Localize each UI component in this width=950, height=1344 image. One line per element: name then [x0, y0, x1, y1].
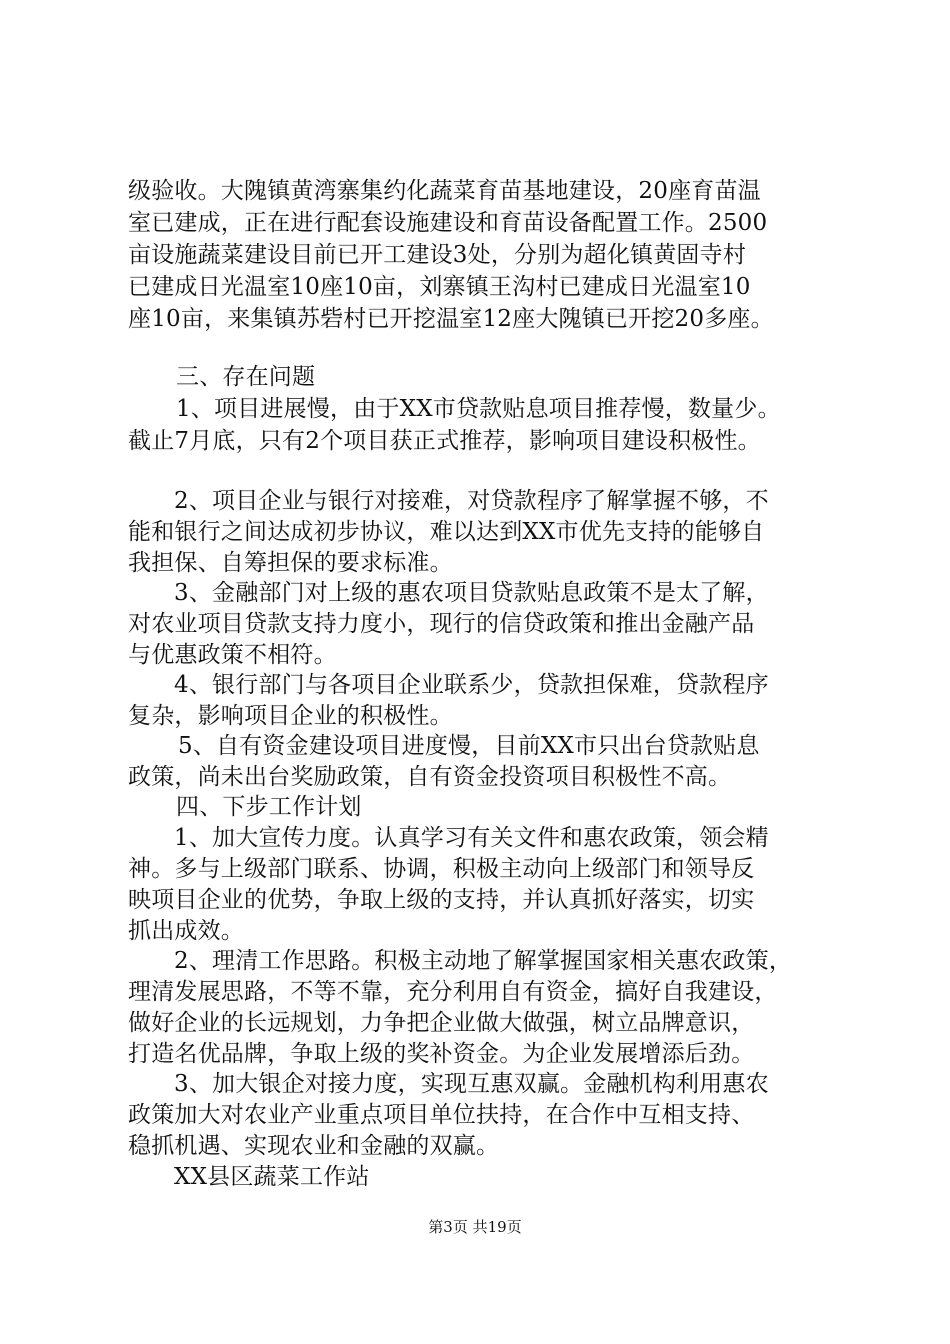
paragraph-line: 理清发展思路，不等不靠，充分利用自有资金，搞好自我建设，	[128, 979, 778, 1005]
paragraph-line: 1、项目进展慢，由于XX市贷款贴息项目推荐慢，数量少。	[176, 396, 781, 422]
paragraph-line: 5、自有资金建设项目进度慢，目前XX市只出台贷款贴息	[178, 733, 760, 759]
paragraph-line: 我担保、自筹担保的要求标准。	[128, 550, 453, 576]
section-heading: 三、存在问题	[176, 364, 316, 390]
paragraph-line: 3、金融部门对上级的惠农项目贷款贴息政策不是太了解，	[174, 580, 769, 606]
paragraph-line: 对农业项目贷款支持力度小，现行的信贷政策和推出金融产品	[128, 611, 755, 637]
paragraph-line: 稳抓机遇、实现农业和金融的双赢。	[128, 1133, 500, 1159]
paragraph-line: 做好企业的长远规划，力争把企业做大做强，树立品牌意识，	[128, 1010, 755, 1036]
paragraph-line: 级验收。大隗镇黄湾寨集约化蔬菜育苗基地建设，20座育苗温	[128, 178, 761, 204]
paragraph-line: 神。多与上级部门联系、协调，积极主动向上级部门和领导反	[128, 856, 755, 882]
paragraph-line: 抓出成效。	[128, 918, 244, 944]
paragraph-line: 与优惠政策不相符。	[128, 642, 337, 668]
paragraph-line: 政策，尚未出台奖励政策，自有资金投资项目积极性不高。	[128, 764, 732, 790]
signature-line: XX县区蔬菜工作站	[174, 1164, 370, 1190]
paragraph-line: 复杂，影响项目企业的积极性。	[128, 703, 453, 729]
paragraph-line: 座10亩，来集镇苏砦村已开挖温室12座大隗镇已开挖20多座。	[128, 306, 774, 332]
paragraph-line: 亩设施蔬菜建设目前已开工建设3处，分别为超化镇黄固寺村	[128, 242, 747, 268]
paragraph-line: 3、加大银企对接力度，实现互惠双赢。金融机构利用惠农	[174, 1071, 769, 1097]
paragraph-line: 映项目企业的优势，争取上级的支持，并认真抓好落实，切实	[128, 887, 755, 913]
paragraph-line: 打造名优品牌，争取上级的奖补资金。为企业发展增添后劲。	[128, 1041, 755, 1067]
paragraph-line: 已建成日光温室10座10亩，刘寨镇王沟村已建成日光温室10	[128, 274, 751, 300]
section-heading: 四、下步工作计划	[176, 794, 362, 820]
page-footer: 第3页 共19页	[428, 1218, 522, 1236]
paragraph-line: 政策加大对农业产业重点项目单位扶持，在合作中互相支持、	[128, 1102, 755, 1128]
paragraph-line: 能和银行之间达成初步协议，难以达到XX市优先支持的能够自	[128, 519, 765, 545]
paragraph-line: 2、理清工作思路。积极主动地了解掌握国家相关惠农政策，	[174, 948, 793, 974]
paragraph-line: 2、项目企业与银行对接难，对贷款程序了解掌握不够，不	[174, 488, 769, 514]
paragraph-line: 室已建成，正在进行配套设施建设和育苗设备配置工作。2500	[128, 210, 768, 236]
paragraph-line: 截止7月底，只有2个项目获正式推荐，影响项目建设积极性。	[128, 428, 761, 454]
paragraph-line: 1、加大宣传力度。认真学习有关文件和惠农政策，领会精	[174, 825, 769, 851]
paragraph-line: 4、银行部门与各项目企业联系少，贷款担保难，贷款程序	[174, 672, 769, 698]
